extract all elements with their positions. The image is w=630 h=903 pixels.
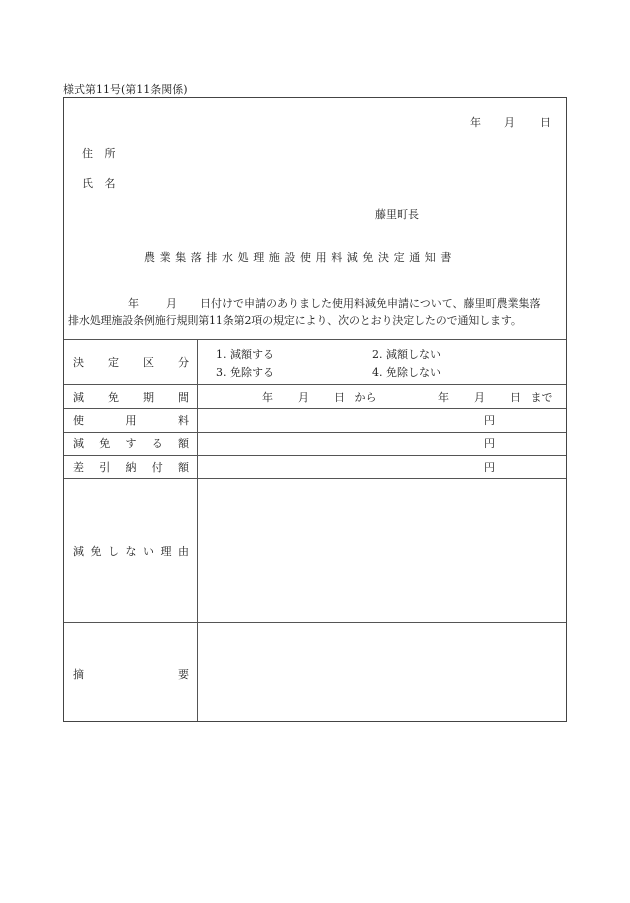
body-month: 月	[166, 297, 177, 310]
form-number: 様式第11号(第11条関係)	[63, 83, 188, 96]
body-line1: 日付けで申請のありました使用料減免申請について、藤里町農業集落	[200, 297, 541, 310]
period-year-from: 年	[262, 391, 273, 404]
option-reduce: 1. 減額する	[216, 348, 274, 361]
date-day: 日	[540, 116, 551, 129]
remarks-label	[73, 666, 283, 682]
row-line	[64, 622, 566, 623]
body-year: 年	[128, 297, 139, 310]
fee-label	[73, 412, 231, 428]
period-label	[73, 389, 213, 405]
body-line2: 排水処理施設条例施行規則第11条第2項の規定により、次のとおり決定したので通知します。	[68, 314, 522, 327]
row-line	[64, 432, 566, 433]
document-title: 農業集落排水処理施設使用料減免決定通知書	[144, 251, 456, 264]
row-line	[64, 384, 566, 385]
net-yen: 円	[484, 461, 495, 474]
reduction-label-text: 減免する額	[73, 437, 205, 450]
period-day-from: 日 から	[334, 391, 377, 404]
address-label: 住 所	[82, 147, 120, 160]
remarks-label-text: 摘要	[73, 668, 283, 681]
period-day-to: 日 まで	[510, 391, 553, 404]
fee-yen: 円	[484, 414, 495, 427]
row-line	[64, 478, 566, 479]
net-label	[73, 459, 205, 475]
reason-label	[73, 543, 196, 559]
reduction-yen: 円	[484, 437, 495, 450]
option-exempt: 3. 免除する	[216, 366, 274, 379]
decision-label	[73, 354, 213, 370]
decision-label-text: 決定区分	[73, 356, 213, 369]
row-line	[64, 455, 566, 456]
option-not-exempt: 4. 免除しない	[372, 366, 441, 379]
fee-label-text: 使用料	[73, 414, 231, 427]
period-label-text: 減免期間	[73, 391, 213, 404]
period-year-to: 年	[438, 391, 449, 404]
net-label-text: 差引納付額	[73, 461, 205, 474]
notice-form	[63, 97, 567, 722]
issuer: 藤里町長	[375, 208, 419, 221]
reason-label-text: 減免しない理由	[73, 545, 196, 558]
date-year: 年	[470, 116, 481, 129]
option-not-reduce: 2. 減額しない	[372, 348, 441, 361]
name-label: 氏 名	[82, 177, 120, 190]
period-month-from: 月	[298, 391, 309, 404]
period-month-to: 月	[474, 391, 485, 404]
row-line	[64, 408, 566, 409]
reduction-label	[73, 435, 205, 451]
table-top-line	[64, 339, 566, 340]
date-month: 月	[504, 116, 515, 129]
